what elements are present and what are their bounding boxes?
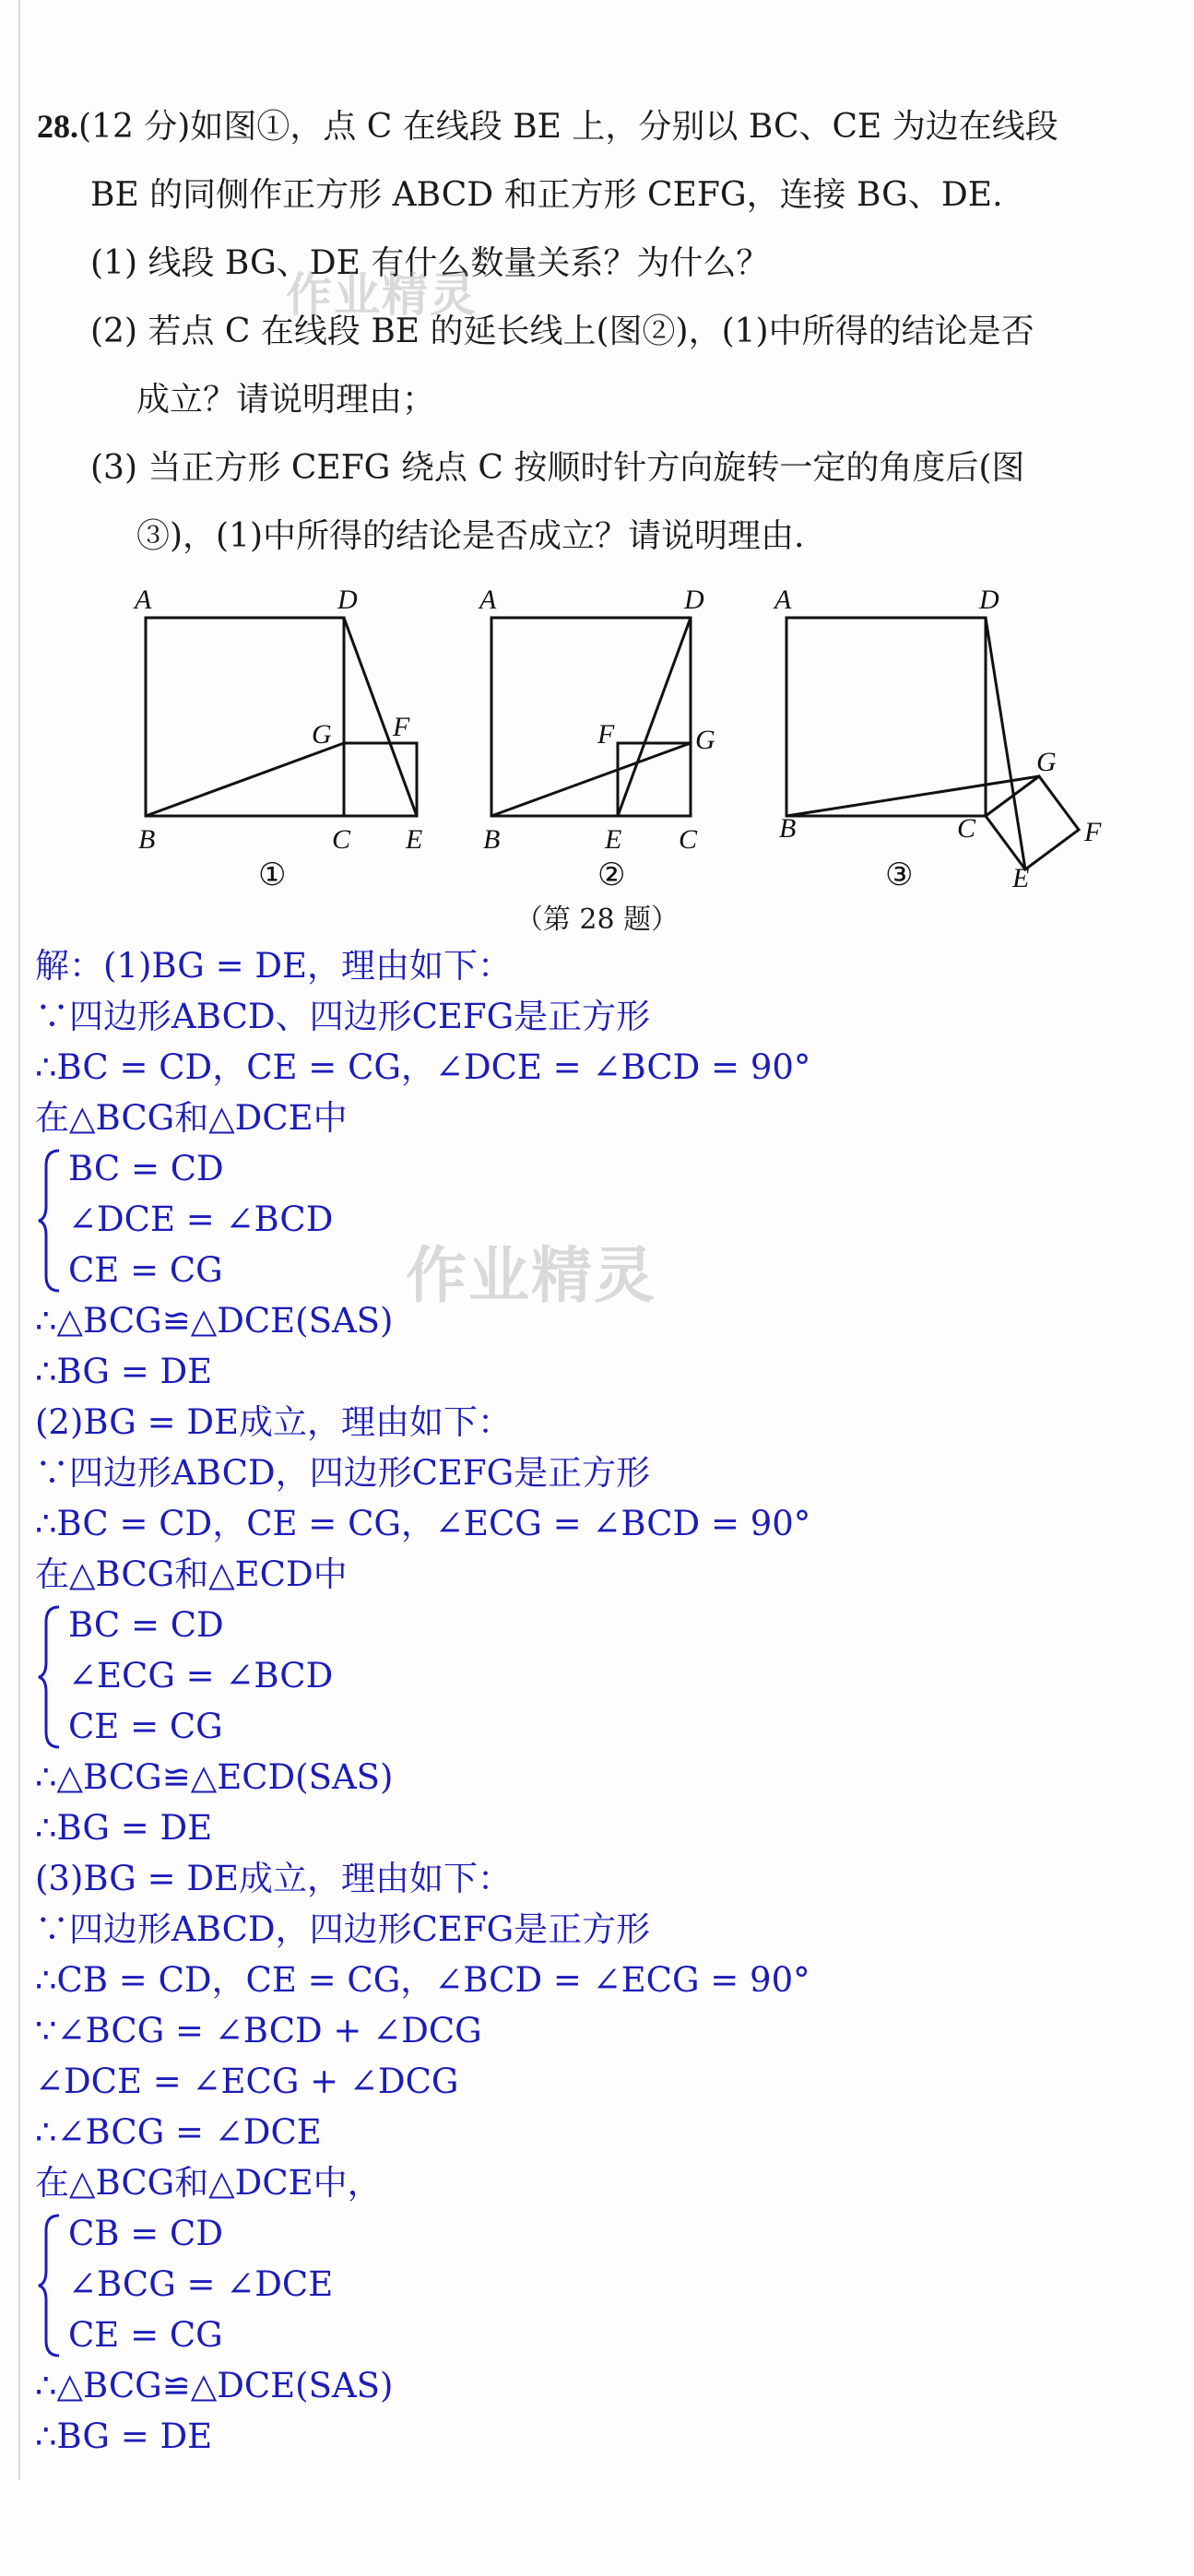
solution-line: ∴△BCG≌△DCE(SAS): [35, 1301, 394, 1341]
fig1-point-e: E: [406, 824, 423, 855]
fig2-label: ②: [597, 858, 626, 892]
brace-line: ∠ECG = ∠BCD: [68, 1656, 334, 1696]
brace-line: ∠BCG = ∠DCE: [68, 2264, 334, 2304]
question-2-cont: 成立？请说明理由；: [136, 381, 436, 419]
solution-line: 在△BCG和△ECD中: [35, 1554, 348, 1594]
solution-line: ∴BG = DE: [35, 1808, 213, 1848]
solution: [35, 940, 1160, 2462]
question-1: (1) 线段 BG、DE 有什么数量关系？为什么？: [90, 244, 770, 282]
brace-line: ∠DCE = ∠BCD: [68, 1199, 334, 1239]
fig2-point-a: A: [479, 585, 497, 615]
problem-line-1: 28.(12 分)如图①，点 C 在线段 BE 上，分别以 BC、CE 为边在线段: [37, 108, 1058, 146]
fig1-point-a: A: [135, 585, 152, 615]
fig2-point-c: C: [679, 824, 698, 855]
problem-line-2: BE 的同侧作正方形 ABCD 和正方形 CEFG，连接 BG、DE.: [90, 176, 1003, 214]
solution-line: ∵四边形ABCD，四边形CEFG是正方形: [35, 1909, 651, 1949]
fig1-point-g: G: [312, 719, 332, 750]
fig1-point-d: D: [337, 585, 358, 615]
left-brace-icon: [37, 2212, 65, 2359]
fig3-point-c: C: [957, 813, 976, 844]
solution-line: ∴CB = CD，CE = CG，∠BCD = ∠ECG = 90°: [35, 1960, 810, 2000]
figure-1: [146, 618, 417, 816]
brace-line: BC = CD: [68, 1605, 224, 1645]
figure-3-labels: [773, 585, 1102, 893]
fig1-point-b: B: [138, 824, 156, 855]
figure-2-labels: [478, 585, 715, 892]
question-3-cont: ③)，(1)中所得的结论是否成立？请说明理由.: [136, 517, 805, 555]
figure-1-labels: [133, 585, 422, 892]
left-brace-icon: [37, 1603, 65, 1751]
solution-line: ∴△BCG≌△ECD(SAS): [35, 1757, 394, 1797]
solution-line: 在△BCG和△DCE中，: [35, 2163, 382, 2203]
fig3-point-a: A: [774, 585, 792, 615]
brace-line: CE = CG: [68, 2315, 223, 2355]
solution-line: ∴BC = CD，CE = CG，∠ECG = ∠BCD = 90°: [35, 1504, 811, 1543]
figure-caption: （第 28 题）: [514, 904, 680, 936]
solution-line: ∠DCE = ∠ECG + ∠DCG: [35, 2062, 459, 2101]
watermark: 作业精灵: [406, 1240, 656, 1311]
watermark: 作业精灵: [286, 268, 478, 322]
figures: [111, 562, 1162, 894]
geometry-figures: [111, 562, 1162, 894]
brace-line: CB = CD: [68, 2214, 223, 2253]
fig2-point-g: G: [695, 725, 715, 755]
fig3-point-g: G: [1036, 747, 1057, 777]
fig3-label: ③: [885, 858, 914, 892]
question-2: (2) 若点 C 在线段 BE 的延长线上(图②)，(1)中所得的结论是否: [90, 313, 1034, 350]
fig2-point-f: F: [597, 719, 615, 750]
brace-line: BC = CD: [68, 1149, 224, 1188]
fig2-point-d: D: [684, 585, 704, 615]
brace-line: CE = CG: [68, 1707, 223, 1746]
brace-system-2: [35, 1600, 1160, 1752]
figure-2: [491, 618, 691, 816]
solution-line: ∵∠BCG = ∠BCD + ∠DCG: [35, 2011, 482, 2050]
solution-line: ∴BC = CD，CE = CG，∠DCE = ∠BCD = 90°: [35, 1047, 811, 1087]
left-brace-icon: [37, 1147, 65, 1294]
question-3: (3) 当正方形 CEFG 绕点 C 按顺时针方向旋转一定的角度后(图: [90, 449, 1025, 487]
fig2-point-e: E: [605, 824, 622, 855]
solution-line: (3)BG = DE成立，理由如下：: [35, 1859, 513, 1898]
problem-statement: [37, 92, 1162, 571]
fig2-point-b: B: [483, 824, 501, 855]
solution-line: (2)BG = DE成立，理由如下：: [35, 1402, 513, 1442]
fig3-point-d: D: [979, 585, 999, 615]
solution-line: 解：(1)BG = DE，理由如下：: [35, 946, 513, 986]
solution-line: ∴∠BCG = ∠DCE: [35, 2112, 322, 2152]
fig3-point-e: E: [1012, 863, 1030, 893]
fig1-point-c: C: [332, 824, 351, 855]
brace-line: CE = CG: [68, 1250, 223, 1290]
solution-line: ∴BG = DE: [35, 2416, 213, 2456]
problem-number: 28.: [37, 108, 78, 145]
fig1-label: ①: [258, 858, 287, 892]
solution-line: ∴BG = DE: [35, 1352, 213, 1391]
fig3-point-f: F: [1084, 817, 1102, 847]
solution-line: ∵四边形ABCD，四边形CEFG是正方形: [35, 1453, 651, 1493]
fig1-point-f: F: [393, 712, 410, 742]
brace-system-3: [35, 2208, 1160, 2360]
left-margin-rule: [18, 0, 20, 2480]
figure-3: [786, 618, 1079, 869]
solution-line: ∴△BCG≌△DCE(SAS): [35, 2366, 394, 2405]
solution-line: ∵四边形ABCD、四边形CEFG是正方形: [35, 997, 651, 1036]
fig3-point-b: B: [779, 813, 797, 844]
solution-line: 在△BCG和△DCE中: [35, 1098, 348, 1138]
